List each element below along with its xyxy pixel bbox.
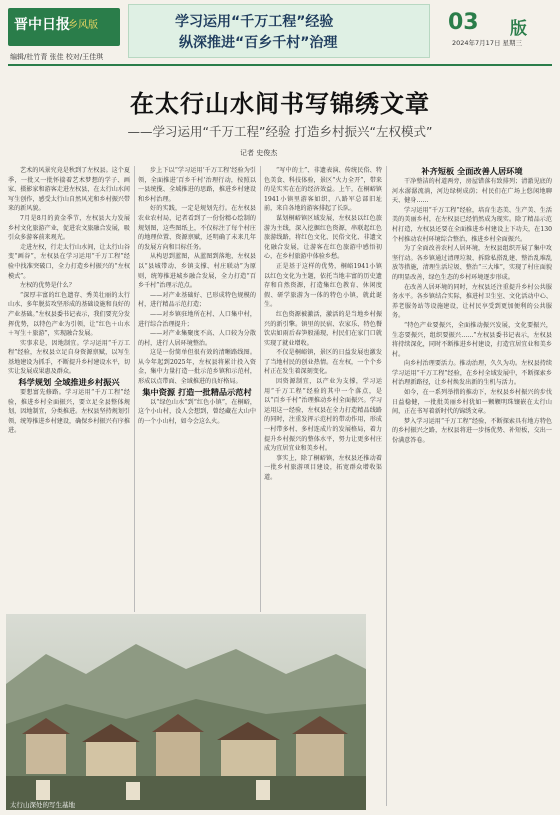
photo-caption: 太行山深处的写生基地 [10,801,75,809]
paragraph: “深厚丰富的红色遗存、秀美壮丽的太行山水、多年脱贫攻坚形成的基础设施和良好的产业基础。”左权县委书记表示，我们要充分发挥优势，以特色产业为引领，让“红色＋山水＋写生＋旅游”，实现融合发展。 [8,291,130,338]
paragraph: 谋划桐峪镇区域发展，左权县以红色旅游为主线，深入挖掘红色资源，串联起红色旅游线路，将红色文化、民俗文化、非遗文化融合发展，让游客在红色旅游中感悟初心，在乡村旅游中体验乡愁。 [264,214,382,261]
masthead [0,0,560,68]
paragraph: 以“绿色山水”到“红色小镇”，在桐峪，这个小山村，没人会想到，曾经藏在大山中的一个小山村，如今会这么火。 [138,398,256,425]
paragraph: 这是一份简单但很有效的清晰路线图。从今年起到2025年，左权县将累计投入资金，集中力量打造一批示范乡镇和示范村，形成以点带面、全域推进的良好格局。 [138,349,256,386]
paragraph: 要想富先修路。学习运用“千万工程”经验，推进乡村全面振兴，要立足全县整体规划，因地制宜，分类推进。左权县坚持规划引领，统筹推进乡村建设，确保乡村振兴有序推进。 [8,389,130,435]
paragraph: 实事求是，因地制宜。学习运用“千万工程”经验，左权县立足自身资源禀赋，以写生基地建设为抓手，不断提升乡村建设水平，切实让发展成果惠及群众。 [8,339,130,376]
paragraph: 梦入学习运用“千万工程”经验，不断探索具有地方特色的乡村振兴之路，左权县将进一步扬优势、补短板，交出一份满意答卷。 [392,417,552,445]
section-heading: 补齐短板 全面改善人居环境 [421,166,523,176]
paragraph: 因资源制宜，以产业为支撑，学习运用“千万工程”经验的其中一个落点，是以“百乡千村”治理推动乡村全面振兴。学习运用这一经验，左权县在全力打造精品线路的同时，注重发挥示范村的带动作用，形成一村带多村、多村连成片的发展格局，着力提升乡村振兴的整体水平，努力让更多村庄成为宜居宜业和美乡村。 [264,378,382,453]
section-heading: 科学规划 全域推进乡村振兴 [18,377,120,388]
paragraph: 左权的优势是什么？ [20,282,75,290]
paragraph: “写中的土”、非遗表演、传统民俗、特色美食、科技体验，景区“火力全开”，带来的是实实在在的经济效益。上午，在桐峪镇1941小镇里游客如织，八路军总部旧址前，来自各地的游客排起了长队。 [264,167,382,213]
paragraph: ——对产业基础好、已形成特色规模的村，进行精品示范打造； [138,291,256,309]
section-heading: 集中资源 打造一批精品示范村 [142,386,252,397]
paragraph: 学习运用“千万工程”经验，培育生态美、生产美、生活美的美丽乡村，在左权县已经悄然成为现实。除了精品示范村打造，左权县还要在全面推进乡村建设上下功夫，在130个村推动农村环境综合整治，推进乡村全面振兴。 [392,206,552,243]
page-label: 版 [510,19,527,39]
paragraph: 事实上，除了桐峪镇，左权县还推动着一批乡村旅游项目建设，拓宽群众增收渠道。 [264,454,382,481]
paragraph: 向乡村治理要活力。推动治理，久久为功。左权县持续学习运用“千万工程”经验，在乡村全域发展中，不断探索乡村治理新路径，让乡村焕发出新的生机与活力。 [392,360,552,387]
paragraph: 为了全面改善农村人居环境，左权县组织开展了集中攻坚行动。各乡镇通过清理垃圾、拆除私搭乱建、整治乱堆乱放等措施，清理生活垃圾、整治“三大堆”，实现了村庄面貌的明显改善，绿色生态的乡村环境逐步形成。 [392,245,552,281]
paragraph: 步上下以“学习运用‘千万工程’经验为引领，全面推进‘百乡千村’治理行动，按照以一县统揽、全域推进的思路，推进乡村建设和乡村治理。 [138,167,256,203]
paragraph: 7月是8月的黄金季节，左权县大力发展乡村文化旅游产业，促进农文旅融合发展，吸引众多游客前来观光。 [8,214,130,242]
dateline: 2024年7月17日 星期三 [452,39,523,47]
slogan-box [128,4,430,58]
paragraph: 从构思到蓝图，从蓝图到落地，左权县以“县城带动、乡镇支撑、村庄联动”为原则，统筹推进城乡融合发展，全力打造“百乡千村”治理示范点。 [138,253,256,290]
edition-label: 乡风版 [68,20,98,31]
article-column-3 [264,166,382,612]
village-landscape-illustration [6,614,366,810]
paragraph: 艺术的风景究竟是秋到了左权县。这个夏季，一批又一批怀揣着艺术梦想的学子、画家、摄影家和游客走进左权县，在太行山水间写生创作，感受太行山自然风光和乡村振兴带来的新风貌。 [8,167,130,213]
column-divider [134,166,135,612]
byline: 记者 史俊杰 [240,149,278,157]
paragraph: 红色资源被激活，激活的是当地乡村振兴的新引擎。镇里的民宿、农家乐、特色餐饮店如雨后春笋般涌现，村民们在家门口就实现了就业增收。 [264,310,382,347]
paragraph: 走进左权，行走太行山水间，让太行山谷变“画谷”，左权县在学习运用“千万工程”经验中找准突破口，全力打造乡村振兴的“左权模式”。 [8,243,130,280]
paragraph: 在改善人居环境的同时，左权县还注重提升乡村公共服务水平。各乡镇结合实际，推进村卫生室、文化活动中心、养老服务站等设施建设，让村民享受到更加便利的公共服务。 [392,283,552,320]
paragraph: ——对产业集聚度不高、人口较为分散的村，进行人居环境整治。 [138,330,256,347]
slogan-line-1: 学习运用“千万工程”经验 [175,14,334,30]
header-rule [8,64,552,66]
staff-line: 编辑/杜竹青 张佳 校对/王佳琪 [10,53,104,61]
column-divider [260,166,261,612]
page-number: 03 [448,10,479,35]
article-column-1 [8,166,130,612]
subhead: ——学习运用“千万工程”经验 打造乡村振兴“左权模式” [127,124,433,139]
article-photo [6,614,366,810]
paragraph: ——对乡镇驻地所在村、人口集中村，进行综合治理提升； [138,310,256,328]
paragraph: 正是基于这样的优势，桐峪1941小镇以红色文化为主题，依托当地丰富的历史遗存和自然资源，打造集红色教育、休闲度假、研学旅游为一体的特色小镇，就此诞生。 [264,262,382,309]
paragraph: 不仅是桐峪镇，景区的日益发展也激发了当地村民的创业热情。在左权，一个个乡村正在发生着深刻变化。 [264,349,382,376]
paragraph: 好的实践，一定是规划先行。在左权县农业农村局，记者看到了一份份精心绘制的规划图，这些图纸上，不仅标注了每个村庄的地理位置、资源禀赋，还明确了未来几年的发展方向和目标任务。 [138,205,256,251]
article-column-2 [138,166,256,612]
headline: 在太行山水间书写锦绣文章 [130,90,430,118]
column-divider [386,166,387,806]
paragraph: 如今，在一系列举措的推动下，左权县乡村振兴的步伐日益稳健，一批批美丽乡村犹如一颗颗明珠镶嵌在太行山间，正在书写着新时代的锦绣文章。 [392,389,552,416]
masthead-banner [8,8,120,46]
paragraph: 干净整洁的村道两旁，房屋错落有致排列；清澈见底的河水潺潺流淌，河边绿树成荫；村民们在广场上悠闲地聊天、健身…… [392,178,552,205]
slogan-line-2: 纵深推进“百乡千村”治理 [179,35,338,51]
paragraph: “特色产业要振兴，全面推动振兴发展，文化要振兴，生态要振兴，组织要振兴……”左权县委书记表示，左权县将持续深化，同时不断推进乡村建设，打造宜居宜业和美乡村。 [392,321,552,358]
article-column-4 [392,166,552,806]
paper-name: 晋中日报 [14,17,70,33]
